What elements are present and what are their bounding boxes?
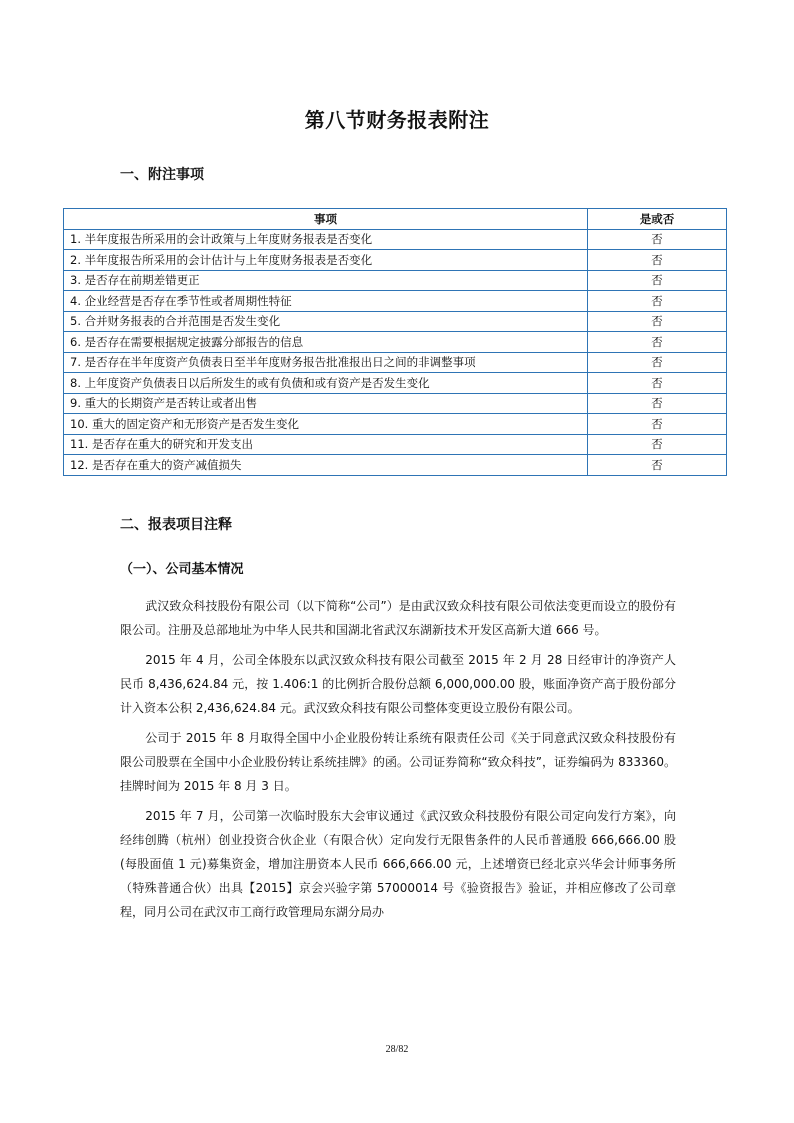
answer-cell: 否 (588, 311, 727, 332)
table-row (64, 352, 727, 373)
answer-cell: 否 (588, 229, 727, 250)
section-heading-items: 二、报表项目注释 (120, 517, 232, 533)
item-cell: 11. 是否存在重大的研究和开发支出 (64, 434, 588, 455)
table-row (64, 291, 727, 312)
paragraph: 武汉致众科技股份有限公司（以下简称“公司”）是由武汉致众科技有限公司依法变更而设立的股份有限公司。注册及总部地址为中华人民共和国湖北省武汉东湖新技术开发区高新大道 666 号。 (120, 599, 676, 637)
item-cell: 8. 上年度资产负债表日以后所发生的或有负债和或有资产是否发生变化 (64, 373, 588, 394)
table-row (64, 373, 727, 394)
answer-cell: 否 (588, 434, 727, 455)
answer-cell: 否 (588, 250, 727, 271)
table-row (64, 332, 727, 353)
item-cell: 2. 半年度报告所采用的会计估计与上年度财务报表是否变化 (64, 250, 588, 271)
item-cell: 3. 是否存在前期差错更正 (64, 270, 588, 291)
answer-cell: 否 (588, 414, 727, 435)
item-cell: 7. 是否存在半年度资产负债表日至半年度财务报告批准报出日之间的非调整事项 (64, 352, 588, 373)
answer-cell: 否 (588, 291, 727, 312)
item-cell: 4. 企业经营是否存在季节性或者周期性特征 (64, 291, 588, 312)
item-cell: 6. 是否存在需要根据规定披露分部报告的信息 (64, 332, 588, 353)
answer-cell: 否 (588, 373, 727, 394)
table-row (64, 270, 727, 291)
subsection-heading-company-info: （一）、公司基本情况 (120, 562, 244, 577)
paragraph: 公司于 2015 年 8 月取得全国中小企业股份转让系统有限责任公司《关于同意武汉致众科技股份有限公司股票在全国中小企业股份转让系统挂牌》的函。公司证券简称“致众科技”，证券编码为 833360。挂牌时间为 2015 年 8 月 3 日。 (120, 731, 676, 793)
table-header-row (64, 209, 727, 230)
page-number: 28/82 (385, 1044, 409, 1055)
item-cell: 10. 重大的固定资产和无形资产是否发生变化 (64, 414, 588, 435)
header-yes-no: 是或否 (588, 209, 727, 230)
table-row (64, 414, 727, 435)
answer-cell: 否 (588, 270, 727, 291)
table-row (64, 250, 727, 271)
answer-cell: 否 (588, 455, 727, 476)
table-row (64, 455, 727, 476)
table-row (64, 393, 727, 414)
notes-table (63, 208, 727, 476)
item-cell: 12. 是否存在重大的资产减值损失 (64, 455, 588, 476)
body-text (120, 594, 676, 930)
paragraph: 2015 年 4 月，公司全体股东以武汉致众科技有限公司截至 2015 年 2 月 28 日经审计的净资产人民币 8,436,624.84 元，按 1.406:1 的比例折合股份总额 6,000,000.00 股，账面净资产高于股份部分计入资本公积 2,436,624.84 元。武汉致众科技有限公司整体变更设立股份有限公司。 (120, 653, 676, 715)
header-item: 事项 (64, 209, 588, 230)
table-row (64, 229, 727, 250)
item-cell: 9. 重大的长期资产是否转让或者出售 (64, 393, 588, 414)
section-heading-notes: 一、附注事项 (120, 167, 204, 183)
item-cell: 1. 半年度报告所采用的会计政策与上年度财务报表是否变化 (64, 229, 588, 250)
page-title: 第八节财务报表附注 (304, 108, 490, 132)
paragraph: 2015 年 7 月，公司第一次临时股东大会审议通过《武汉致众科技股份有限公司定向发行方案》，向经纬创腾（杭州）创业投资合伙企业（有限合伙）定向发行无限售条件的人民币普通股 666,666.00 股(每股面值 1 元)募集资金，增加注册资本人民币 666,666.00 元，上述增资已经北京兴华会计师事务所（特殊普通合伙）出具【2015】京会兴验字第 57000014 号《验资报告》验证，并相应修改了公司章程，同月公司在武汉市工商行政管理局东湖分局办 (120, 809, 676, 919)
item-cell: 5. 合并财务报表的合并范围是否发生变化 (64, 311, 588, 332)
answer-cell: 否 (588, 393, 727, 414)
table-row (64, 434, 727, 455)
answer-cell: 否 (588, 352, 727, 373)
table-row (64, 311, 727, 332)
answer-cell: 否 (588, 332, 727, 353)
